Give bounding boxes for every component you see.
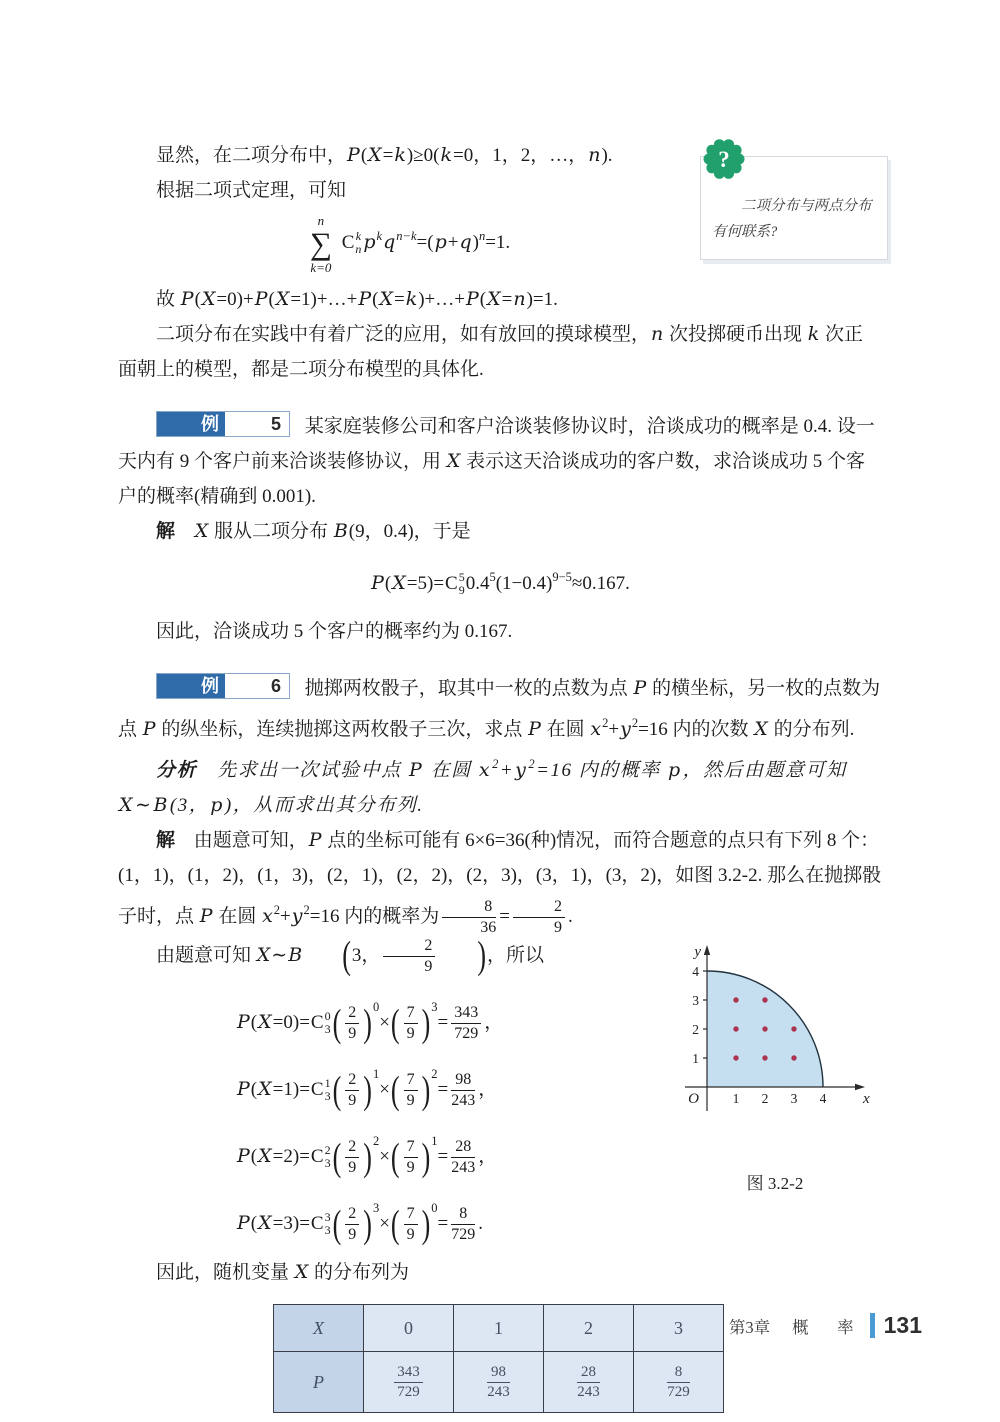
svg-text:?: ? — [718, 147, 730, 172]
example-5-problem-text: 某家庭装修公司和客户洽谈装修协议时，洽谈成功的概率是 0.4. 设一天内有 9 个客户前来洽谈装修协议，用 X 表示这天洽谈成功的客户数，求洽谈成功 5 个客户的概率(精确到 0.001). — [118, 416, 875, 507]
intro-paragraph-3: 故 P(X=0)+P(X=1)+…+P(X=k)+…+P(X=n)=1. — [156, 288, 558, 310]
probability-formula-0: P(X=0)= C 0 3 ( $\frac{2}{9}$ )$^0$×( $\frac{7}{9}$ )$^3$= $\frac{343}{729}$ ， — [237, 999, 504, 1045]
y-tick-label: 1 — [692, 1051, 699, 1067]
table-cell — [634, 1352, 724, 1413]
example-6-problem-text: 抛掷两枚骰子，取其中一枚的点数为点 P 的横坐标，另一枚的点数为点 P 的纵坐标，连续抛掷这两枚骰子三次，求点 P 在圆 $x^2+y^2=16$ 内的次数 X 的分布列. — [118, 677, 881, 740]
solution-label: 解 — [156, 521, 176, 542]
example-6-problem — [118, 671, 882, 747]
sum-formula-body: C k n $p^kq^{n-k}=(p+q)^n=1$. — [341, 228, 511, 256]
table-cell: 3 — [634, 1305, 724, 1352]
figure-column — [670, 937, 880, 1194]
example-6-analysis — [118, 747, 882, 823]
footer-accent-bar — [870, 1313, 875, 1338]
summation-symbol — [310, 214, 332, 274]
page-number: 131 — [883, 1312, 922, 1338]
example-5-solution-intro — [118, 514, 882, 549]
example-6-analysis-text: 先求出一次试验中点 P 在圆 $x^2+y^2=16$ 内的概率 p，然后由题意可知 X∼B(3，p)，从而求出其分布列. — [119, 757, 847, 816]
probability-formula-1: P(X=1)= C 1 3 ( $\frac{2}{9}$ )$^1$×( $\frac{7}{9}$ )$^2$= $\frac{98}{243}$ ， — [237, 1066, 498, 1112]
example-6-badge — [156, 673, 290, 699]
x-axis-label: x — [863, 1091, 870, 1108]
table-row-header: P — [274, 1352, 364, 1413]
example-6-conclusion: 因此，随机变量 X 的分布列为 — [156, 1261, 410, 1284]
x-tick-label: 2 — [761, 1091, 769, 1107]
example-5-problem — [118, 409, 882, 514]
figure-caption: 图 3.2-2 — [746, 1174, 804, 1194]
data-point — [791, 1055, 796, 1060]
table-cell: 0 — [364, 1305, 454, 1352]
badge-number: 5 — [225, 412, 289, 436]
margin-note-text: 二项分布与两点分布有何联系? — [712, 198, 872, 240]
data-point — [733, 997, 738, 1002]
y-tick-label: 3 — [692, 993, 699, 1009]
example-6 — [118, 671, 882, 1290]
example-6-solution-p2: 由题意可知 X∼B (3， $\frac{2}{9}$ )，所以 — [156, 933, 545, 978]
probability-formula-2: P(X=2)= C 2 3 ( $\frac{2}{9}$ )$^2$×( $\frac{7}{9}$ )$^1$= $\frac{28}{243}$ ， — [237, 1133, 498, 1179]
fraction: $\frac{343}{729}$ — [394, 1364, 423, 1401]
fraction: $\frac{28}{243}$ — [577, 1363, 600, 1400]
probability-formula-3: P(X=3)= C 3 3 ( $\frac{2}{9}$ )$^3$×( $\frac{7}{9}$ )$^0$= $\frac{8}{729}$ . — [237, 1201, 483, 1246]
table-row-header: X — [274, 1305, 364, 1352]
example-6-solution-text: 由题意可知，P 点的坐标可能有 6×6=36(种)情况，而符合题意的点只有下列 8 个：(1，1)，(1，2)，(1，3)，(2，1)，(2，2)，(2，3)，(3，1)，(3，2)，如图 3.2-2. 那么在抛掷骰子时，点 P 在圆 $x^2+y^2=16$ 内的概率为 $\frac{8}{36}$ = $\frac{2}{9}$ . — [118, 829, 882, 937]
table-cell — [454, 1352, 544, 1413]
table-cell — [364, 1352, 454, 1413]
summation-upper-limit: n — [317, 213, 325, 228]
x-tick-label: 3 — [790, 1091, 798, 1107]
data-point — [762, 997, 767, 1002]
example-5-formula: P(X=5)= C 5 9 $0.4^5(1-0.4)^{9-5}\approx 0.167$. — [371, 570, 630, 597]
distribution-table — [273, 1304, 724, 1413]
table-cell — [544, 1352, 634, 1413]
example-5-solution-text: X 服从二项分布 B(9，0.4)，于是 — [194, 520, 471, 542]
page-content — [118, 138, 882, 1413]
data-point — [762, 1026, 767, 1031]
x-tick-label: 1 — [732, 1091, 740, 1107]
y-tick-label: 2 — [692, 1022, 699, 1038]
table-row — [274, 1305, 724, 1352]
x-tick-label: 4 — [819, 1091, 827, 1107]
question-mark-icon — [702, 137, 746, 181]
solution-label: 解 — [156, 830, 176, 851]
solution-and-figure-row — [118, 933, 882, 1255]
figure-3-2-2 — [670, 939, 880, 1194]
solution-formulas-column — [118, 933, 670, 1255]
analysis-label: 分析 — [156, 760, 198, 781]
x-axis-arrowhead — [855, 1084, 865, 1090]
intro-paragraph-2: 根据二项式定理，可知 — [156, 180, 347, 201]
data-point — [733, 1026, 738, 1031]
fraction: $\frac{8}{729}$ — [667, 1363, 690, 1400]
badge-label: 例 — [157, 412, 225, 436]
y-axis-arrowhead — [704, 945, 710, 955]
sigma-glyph: ∑ — [309, 226, 332, 261]
badge-number: 6 — [225, 674, 289, 698]
data-point — [791, 1026, 796, 1031]
example-5 — [118, 409, 882, 649]
quarter-circle-plot — [677, 939, 873, 1151]
intro-paragraph-4: 二项分布在实践中有着广泛的应用，如有放回的摸球模型，n 次投掷硬币出现 k 次正面朝上的模型，都是二项分布模型的具体化. — [118, 323, 864, 380]
binomial-sum-formula — [118, 214, 702, 274]
data-point — [762, 1055, 767, 1060]
footer-subject: 概 率 — [792, 1317, 860, 1337]
example-6-solution-p1 — [118, 823, 882, 937]
table-row — [274, 1352, 724, 1413]
intro-paragraph-1: 显然，在二项分布中，P(X=k)≥0(k=0，1，2，…，n). — [156, 144, 613, 166]
example-5-conclusion: 因此，洽谈成功 5 个客户的概率约为 0.167. — [156, 621, 513, 642]
y-axis-label: y — [694, 944, 701, 961]
badge-label: 例 — [157, 674, 225, 698]
table-cell: 1 — [454, 1305, 544, 1352]
table-cell: 2 — [544, 1305, 634, 1352]
margin-note — [700, 147, 888, 260]
data-point — [733, 1055, 738, 1060]
footer-chapter: 第3章 — [728, 1317, 771, 1337]
y-tick-label: 4 — [692, 964, 699, 980]
page-footer — [729, 1312, 922, 1339]
summation-lower-limit: k=0 — [310, 260, 332, 275]
example-5-badge — [156, 411, 290, 437]
origin-label: O — [688, 1091, 699, 1108]
fraction: $\frac{98}{243}$ — [487, 1363, 510, 1400]
